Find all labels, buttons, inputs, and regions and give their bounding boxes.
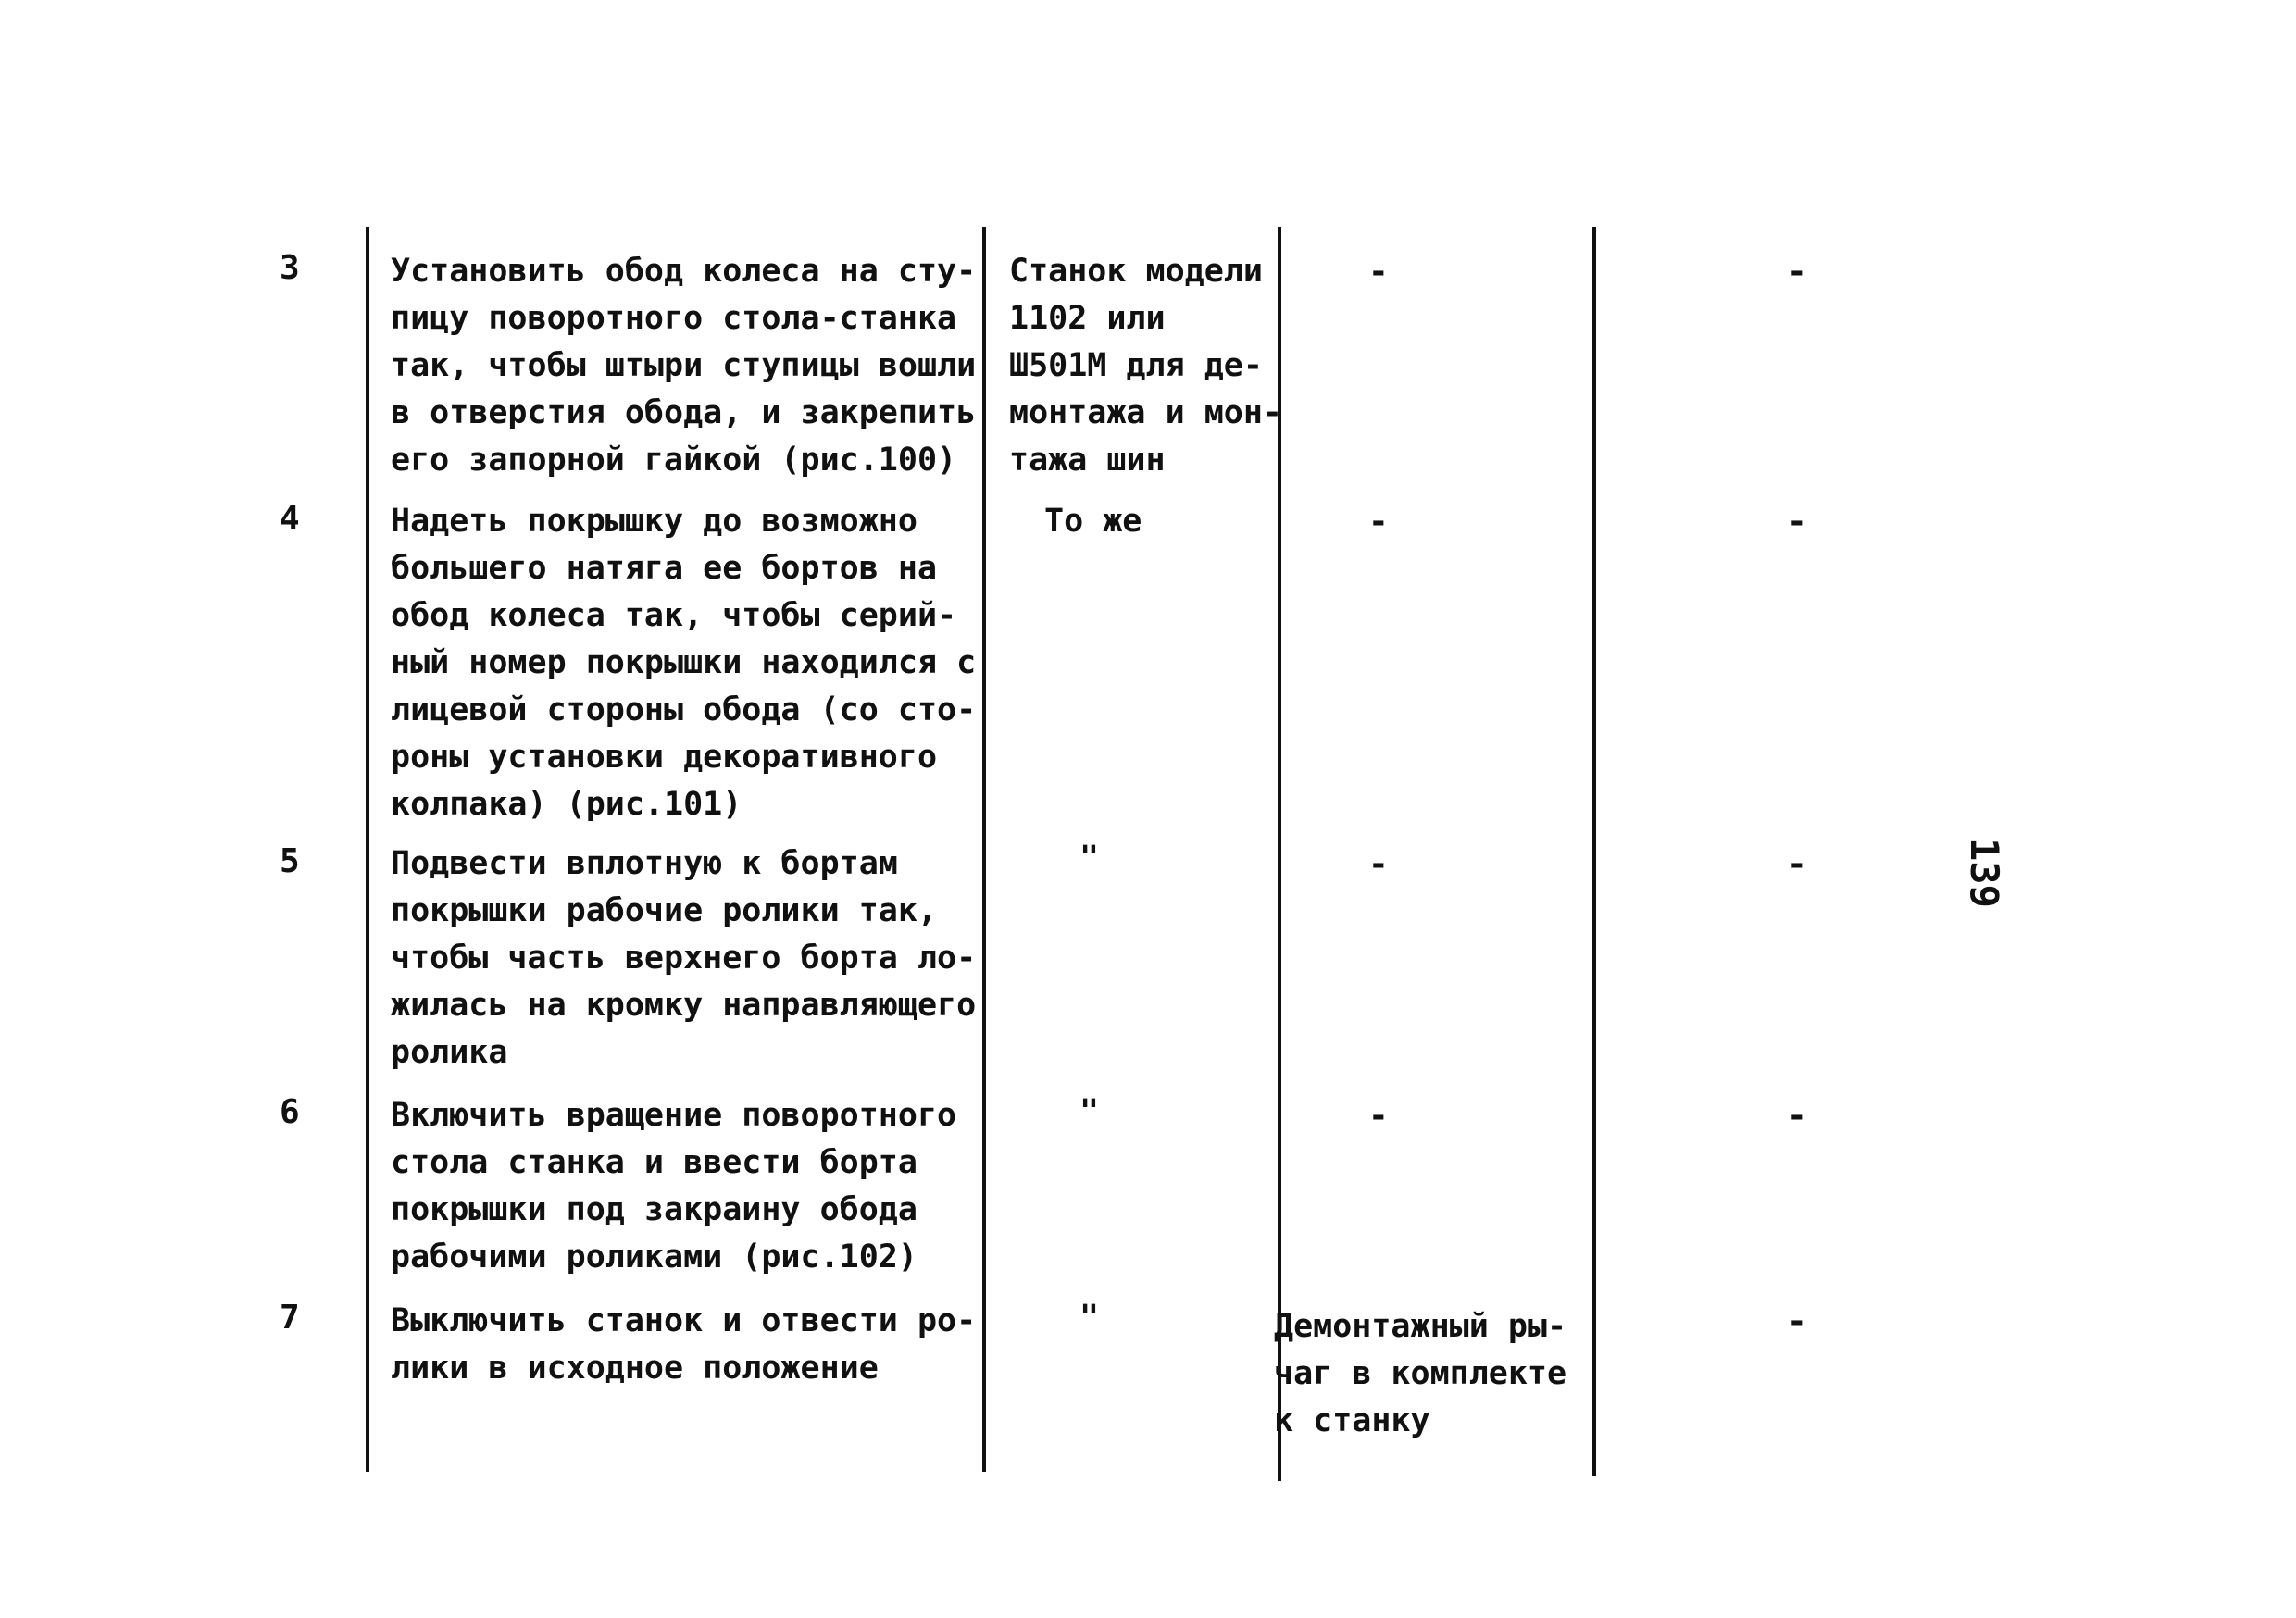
operation-text: Подвести вплотную к бортам покрышки рабочие ролики так, чтобы часть верхнего борта ло- жилась на кромку направляющего ролика bbox=[391, 845, 977, 1071]
operation-text: Включить вращение поворотного стола станка и ввести борта покрышки под закраину обода рабочими роликами (рис.102) bbox=[391, 1097, 957, 1276]
equipment-text: То же bbox=[1044, 503, 1142, 540]
operation-text: Надеть покрышку до возможно большего натяга ее бортов на обод колеса так, чтобы серий- ный номер покрышки находился с лицевой стороны обода (со сто- роны установки декоративного колпака) (рис.101) bbox=[391, 503, 977, 823]
row-number: 7 bbox=[280, 1299, 300, 1337]
tools-text: Демонтажный ры- чаг в комплекте к станку bbox=[1274, 1308, 1567, 1439]
notes-text: - bbox=[1787, 845, 1807, 883]
equipment-text: " bbox=[1079, 1093, 1100, 1130]
equipment-text: " bbox=[1079, 1299, 1100, 1336]
operation-text: Выключить станок и отвести ро- лики в исходное положение bbox=[391, 1302, 977, 1387]
tools-text: - bbox=[1368, 845, 1389, 883]
column-rule-4 bbox=[1592, 227, 1596, 1476]
row-number: 6 bbox=[280, 1093, 300, 1131]
tools-text: - bbox=[1368, 253, 1389, 291]
page-number: 139 bbox=[1962, 838, 2007, 908]
row-number: 4 bbox=[280, 500, 300, 538]
notes-text: - bbox=[1787, 503, 1807, 541]
tools-text: - bbox=[1368, 1097, 1389, 1135]
notes-text: - bbox=[1787, 1302, 1807, 1340]
column-rule-1 bbox=[366, 227, 369, 1472]
equipment-text: Станок модели 1102 или Ш501М для де- монтажа и мон- тажа шин bbox=[1009, 253, 1283, 479]
tools-text: - bbox=[1368, 503, 1389, 541]
notes-text: - bbox=[1787, 253, 1807, 291]
equipment-text: " bbox=[1079, 840, 1100, 877]
row-number: 5 bbox=[280, 842, 300, 880]
notes-text: - bbox=[1787, 1097, 1807, 1135]
row-number: 3 bbox=[280, 249, 300, 287]
column-rule-2 bbox=[982, 227, 986, 1472]
operation-text: Установить обод колеса на сту- пицу поворотного стола-станка так, чтобы штыри ступицы вошли в отверстия обода, и закрепить его запорной гайкой (рис.100) bbox=[391, 253, 977, 479]
